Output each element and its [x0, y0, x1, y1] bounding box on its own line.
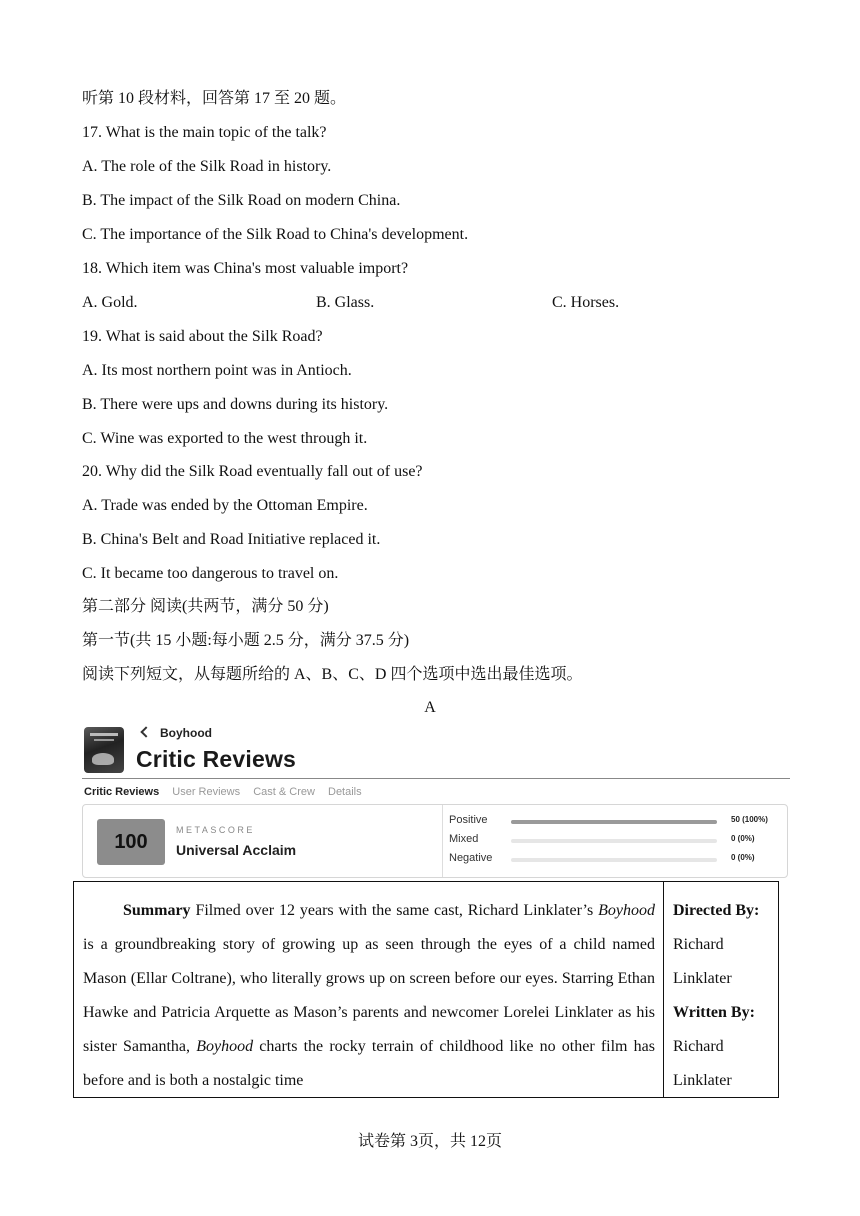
director-last-name: Linklater — [673, 970, 732, 987]
writer-last-name: Linklater — [673, 1072, 732, 1089]
distribution-row-mixed — [449, 833, 779, 849]
card-divider — [442, 805, 443, 877]
metascore-verdict: Universal Acclaim — [176, 842, 297, 858]
question-20-option-a: A. Trade was ended by the Ottoman Empire. — [82, 497, 368, 514]
passage-letter: A — [424, 699, 436, 716]
distribution-count: 0 (0%) — [731, 834, 755, 843]
page-title: Critic Reviews — [136, 746, 297, 772]
tab-user-reviews[interactable]: User Reviews — [172, 786, 241, 798]
question-19-stem: 19. What is said about the Silk Road? — [82, 328, 323, 345]
question-20-stem: 20. Why did the Silk Road eventually fall out of use? — [82, 463, 423, 480]
question-18-option-b: B. Glass. — [316, 294, 375, 311]
summary-table — [73, 881, 779, 1098]
metascore-card — [82, 804, 788, 878]
question-18-option-c: C. Horses. — [552, 294, 620, 311]
reading-instruction: 阅读下列短文，从每题所给的 A、B、C、D 四个选项中选出最佳选项。 — [82, 666, 583, 683]
film-title: Boyhood — [598, 902, 655, 919]
question-20-option-c: C. It became too dangerous to travel on. — [82, 565, 339, 582]
distribution-row-negative — [449, 852, 779, 868]
distribution-track — [511, 858, 717, 862]
distribution-count: 0 (0%) — [731, 853, 755, 862]
summary-label: Summary — [123, 902, 191, 919]
question-19-option-a: A. Its most northern point was in Antioch. — [82, 362, 352, 379]
film-title: Boyhood — [196, 1038, 254, 1055]
distribution-fill-positive — [511, 820, 717, 824]
back-button[interactable] — [142, 726, 212, 740]
header-divider — [82, 778, 790, 779]
tab-details[interactable]: Details — [328, 786, 362, 798]
question-19-option-c: C. Wine was exported to the west through it. — [82, 430, 368, 447]
distribution-track — [511, 820, 717, 824]
summary-paragraph — [83, 894, 655, 1098]
listening-instruction: 听第 10 段材料，回答第 17 至 20 题。 — [82, 90, 347, 107]
distribution-track — [511, 839, 717, 843]
question-18-option-a: A. Gold. — [82, 294, 138, 311]
section1-heading: 第一节(共 15 小题:每小题 2.5 分，满分 37.5 分) — [82, 632, 410, 649]
part2-heading: 第二部分 阅读(共两节，满分 50 分) — [82, 598, 329, 615]
page-footer: 试卷第 3页，共 12页 — [357, 1133, 502, 1150]
tab-cast-crew[interactable]: Cast & Crew — [253, 786, 315, 798]
summary-text-2: is a groundbreaking story of growing up as seen through the eyes of a child named Mason (Ellar Coltrane), who literally grows up on screen before our eyes. Starring Ethan Hawke and Patricia Arquette as Mason’s parents and newcomer Lorelei Linklater as his sister Samantha, — [83, 936, 655, 1055]
distribution-label: Mixed — [449, 833, 479, 845]
writer-first-name: Richard — [673, 1038, 724, 1055]
chevron-left-icon — [140, 726, 151, 737]
distribution-label: Positive — [449, 814, 488, 826]
distribution-row-positive — [449, 814, 779, 830]
credits-column — [673, 894, 777, 1098]
summary-text-1: Filmed over 12 years with the same cast, Richard Linklater’s — [190, 902, 599, 919]
question-18-stem: 18. Which item was China's most valuable import? — [82, 260, 409, 277]
table-column-divider — [663, 882, 664, 1097]
written-by-label: Written By: — [673, 1004, 755, 1021]
question-17-option-c: C. The importance of the Silk Road to China's development. — [82, 226, 469, 243]
question-20-option-b: B. China's Belt and Road Initiative replaced it. — [82, 531, 381, 548]
tab-critic-reviews[interactable]: Critic Reviews — [84, 786, 160, 798]
question-17-option-b: B. The impact of the Silk Road on modern China. — [82, 192, 401, 209]
directed-by-label: Directed By: — [673, 902, 760, 919]
question-19-option-b: B. There were ups and downs during its history. — [82, 396, 389, 413]
back-label: Boyhood — [160, 726, 212, 740]
movie-poster-thumbnail — [84, 727, 124, 773]
distribution-count: 50 (100%) — [731, 815, 768, 824]
distribution-label: Negative — [449, 852, 493, 864]
summary-text-3: charts the rocky terrain of childhood like no other film has before and is both a nostalgic time — [83, 1038, 655, 1089]
director-first-name: Richard — [673, 936, 724, 953]
metascore-label: METASCORE — [176, 825, 255, 835]
question-17-stem: 17. What is the main topic of the talk? — [82, 124, 327, 141]
question-17-option-a: A. The role of the Silk Road in history. — [82, 158, 332, 175]
tab-bar — [84, 786, 372, 798]
metascore-badge: 100 — [97, 819, 165, 865]
critic-reviews-screenshot — [82, 722, 790, 878]
